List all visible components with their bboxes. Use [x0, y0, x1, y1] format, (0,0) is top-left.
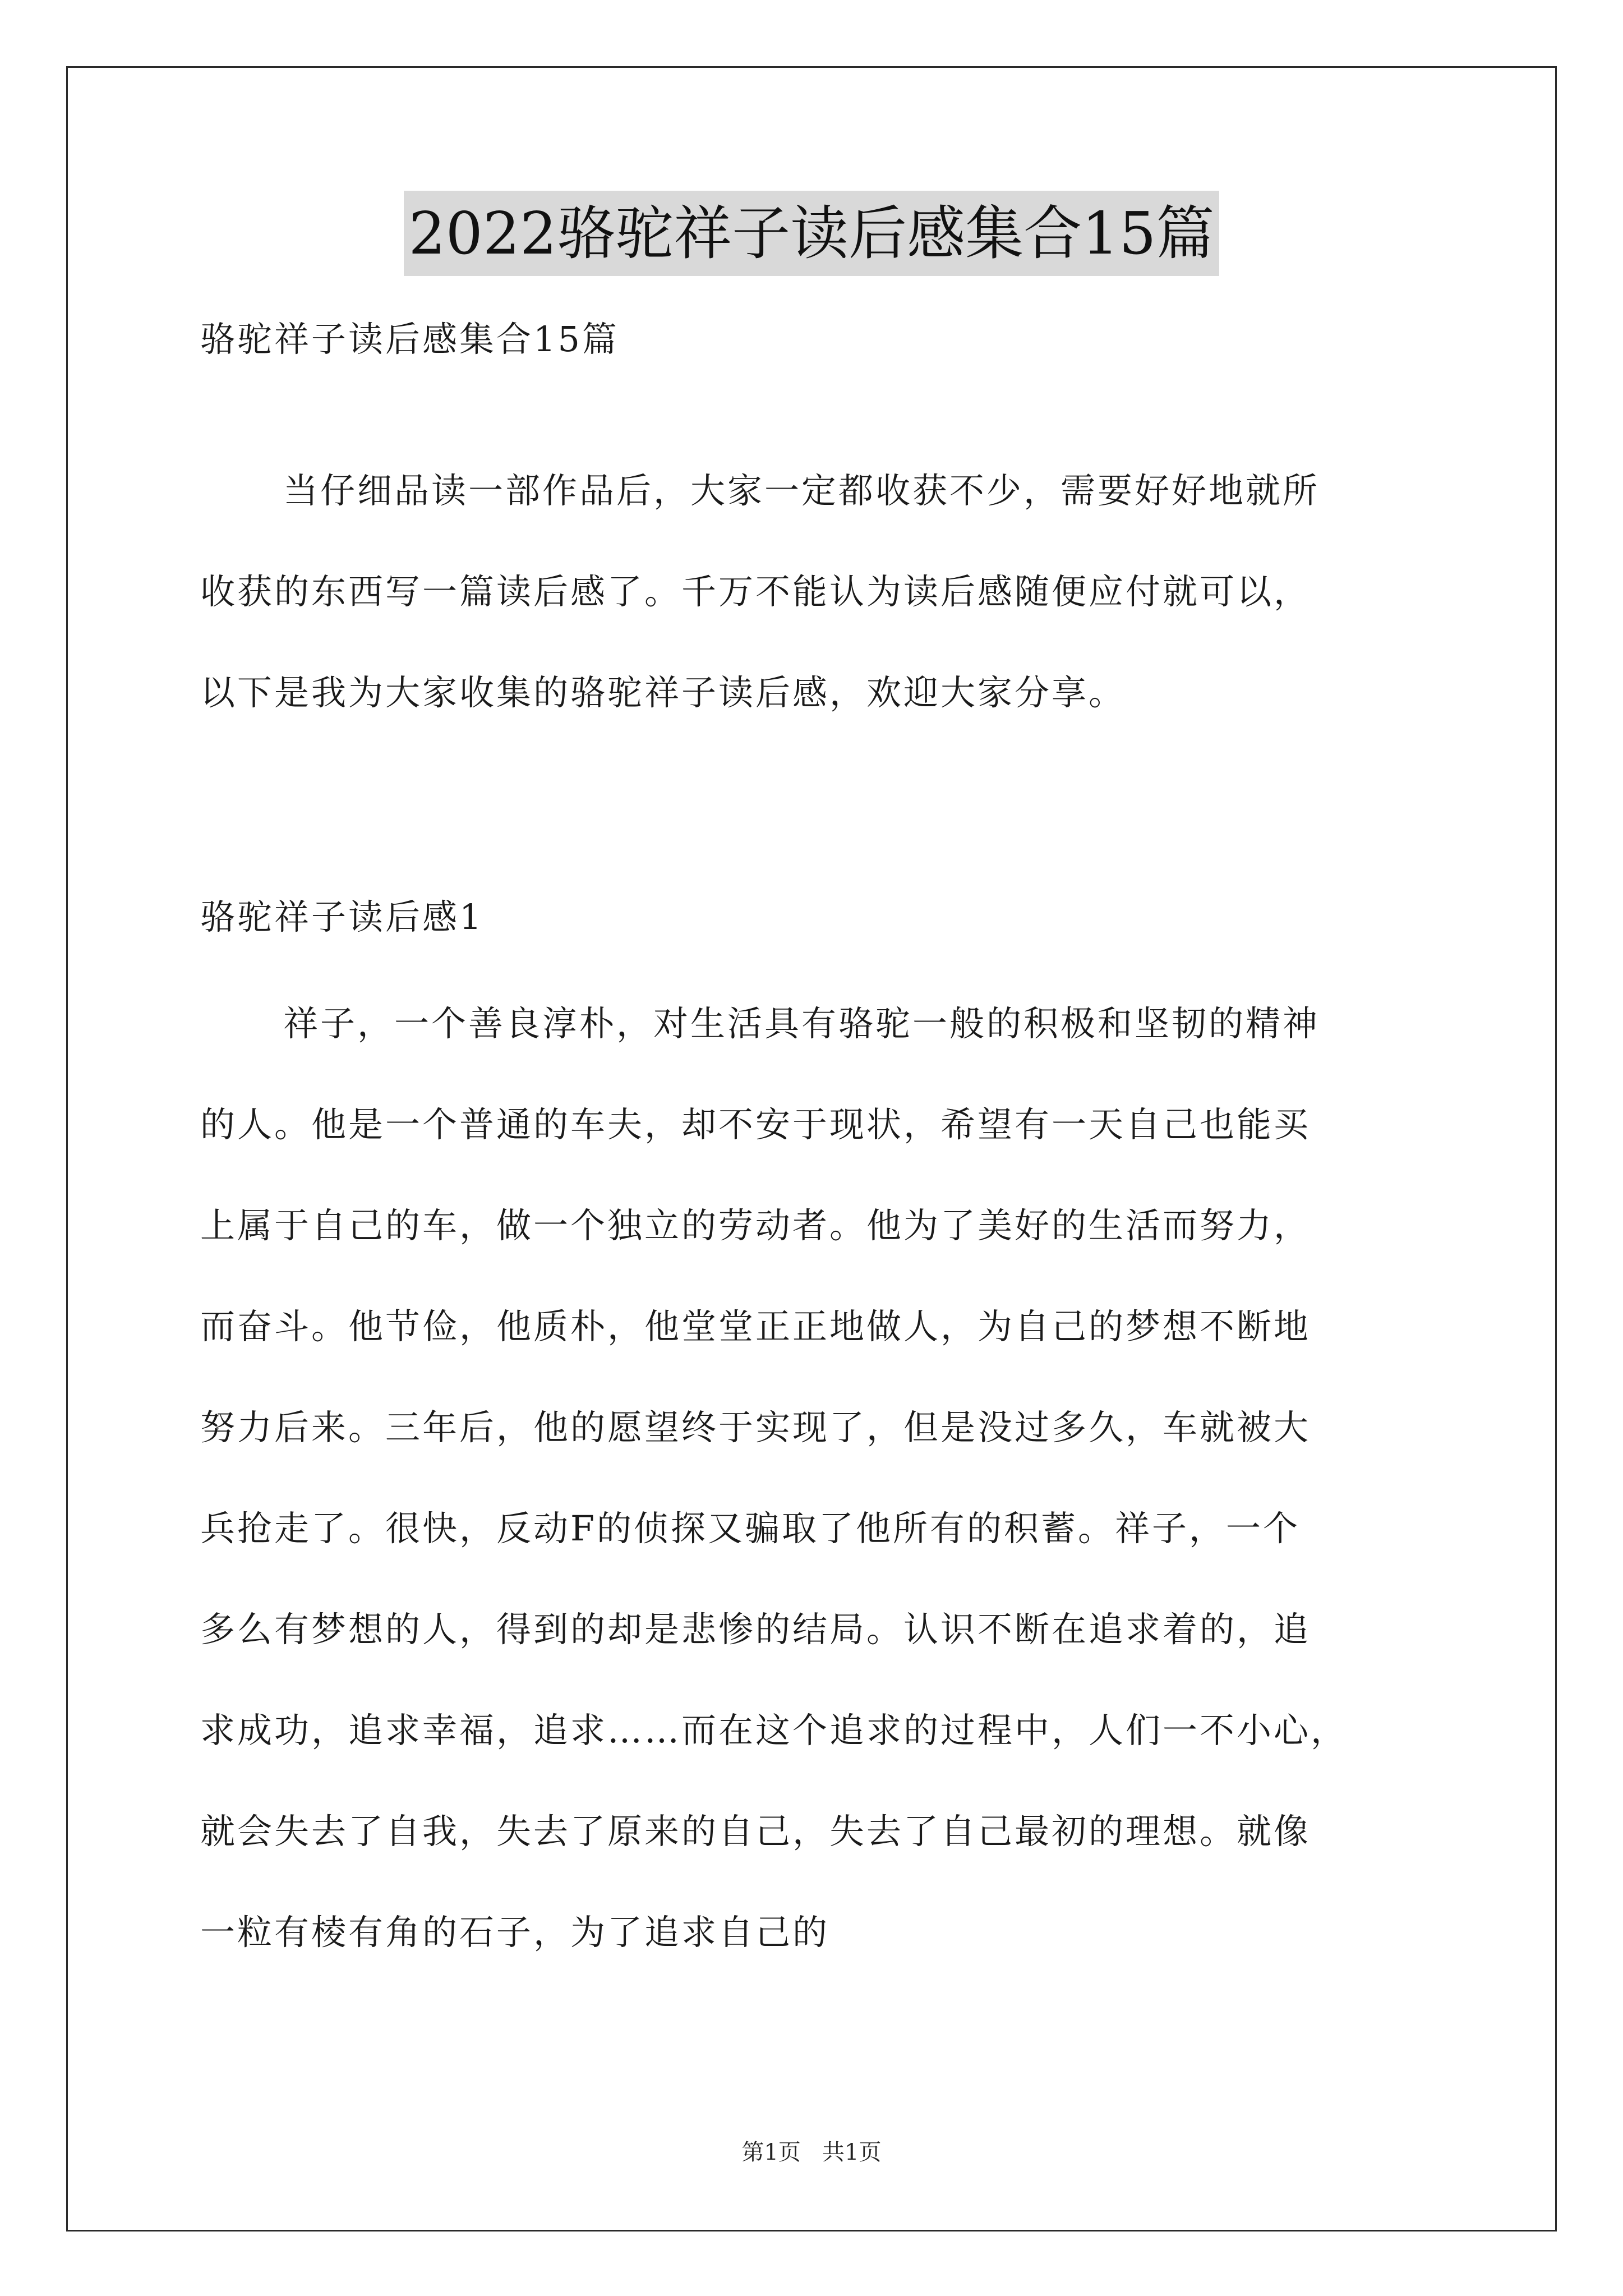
body-line: 上属于自己的车，做一个独立的劳动者。他为了美好的生活而努力， — [200, 1205, 1311, 1246]
intro-line: 收获的东西写一篇读后感了。千万不能认为读后感随便应付就可以， — [200, 571, 1311, 612]
title-block — [0, 191, 1623, 276]
section-heading: 骆驼祥子读后感1 — [200, 896, 484, 937]
intro-line: 以下是我为大家收集的骆驼祥子读后感，欢迎大家分享。 — [200, 672, 1126, 713]
body-line: 兵抢走了。很快，反动F的侦探又骗取了他所有的积蓄。祥子，一个 — [200, 1508, 1301, 1549]
intro-line: 当仔细品读一部作品后，大家一定都收获不少，需要好好地就所 — [283, 470, 1320, 511]
body-line: 而奋斗。他节俭，他质朴，他堂堂正正地做人，为自己的梦想不断地 — [200, 1306, 1311, 1347]
body-line: 努力后来。三年后，他的愿望终于实现了，但是没过多久，车就被大 — [200, 1407, 1311, 1448]
body-line: 的人。他是一个普通的车夫，却不安于现状，希望有一天自己也能买 — [200, 1104, 1311, 1145]
body-line: 一粒有棱有角的石子，为了追求自己的 — [200, 1912, 830, 1953]
body-line: 祥子，一个善良淳朴，对生活具有骆驼一般的积极和坚韧的精神 — [283, 1003, 1320, 1044]
body-line: 多么有梦想的人，得到的却是悲惨的结局。认识不断在追求着的，追 — [200, 1609, 1311, 1650]
document-subtitle: 骆驼祥子读后感集合15篇 — [200, 319, 619, 360]
document-title: 2022骆驼祥子读后感集合15篇 — [404, 191, 1219, 276]
body-line: 就会失去了自我，失去了原来的自己，失去了自己最初的理想。就像 — [200, 1811, 1311, 1852]
body-line: 求成功，追求幸福，追求……而在这个追求的过程中，人们一不小心， — [200, 1710, 1348, 1751]
page-number-footer: 第1页 共1页 — [741, 2139, 882, 2165]
